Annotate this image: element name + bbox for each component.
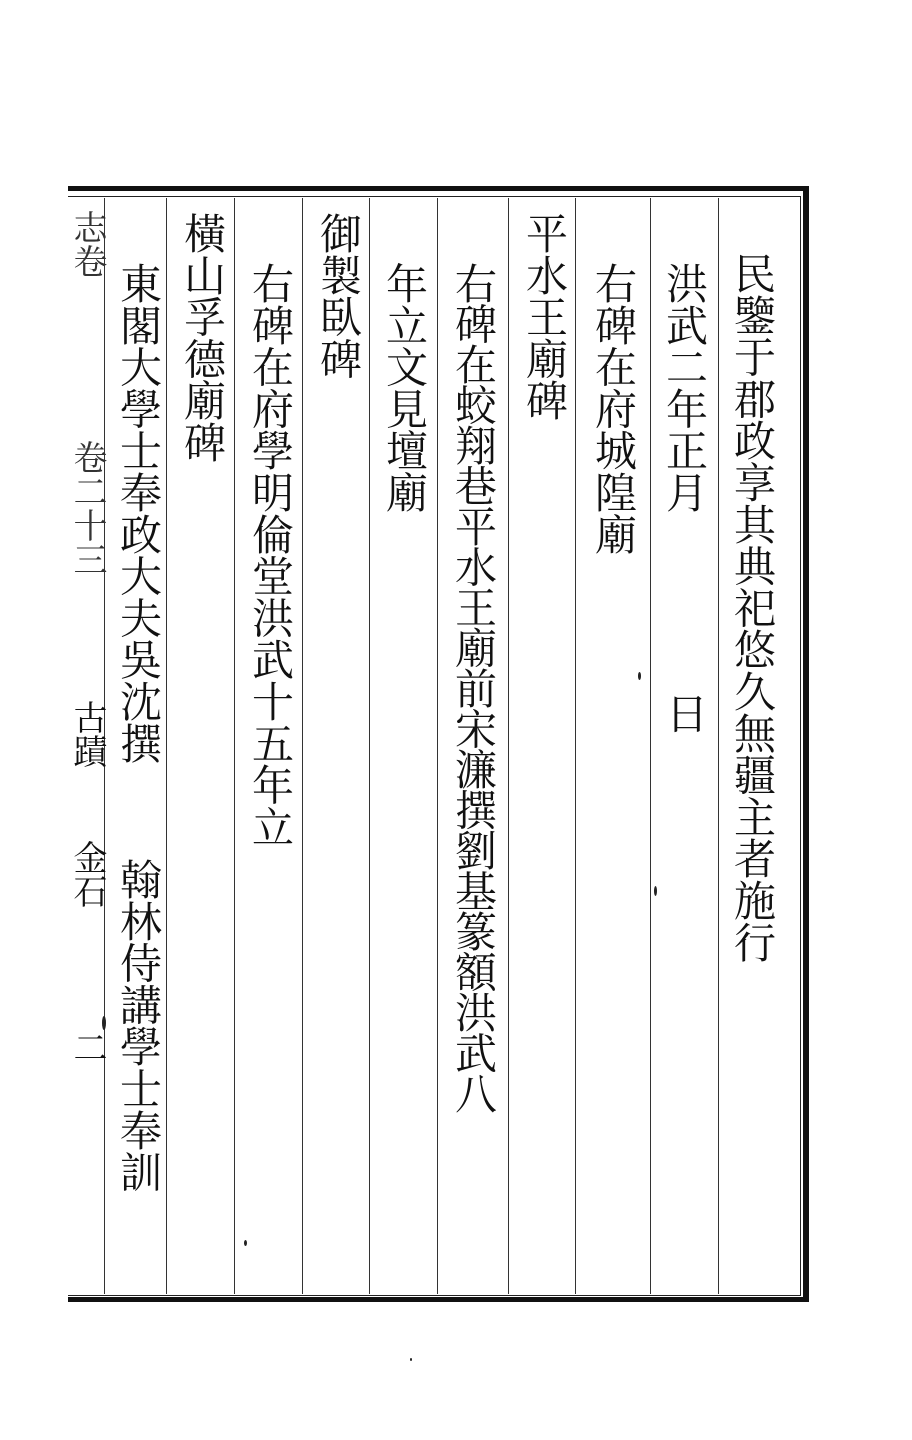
column-rule bbox=[369, 198, 370, 1294]
text-column-7: 御製臥碑 bbox=[314, 212, 363, 380]
text-column-3: 右碑在府城隍廟 bbox=[589, 262, 638, 555]
margin-title: 志卷 bbox=[67, 210, 107, 278]
margin-page-number: 二 bbox=[67, 1030, 107, 1064]
margin-section: 古蹟 bbox=[67, 700, 107, 768]
text-column-4: 平水王廟碑 bbox=[520, 212, 569, 422]
column-rule bbox=[650, 198, 651, 1294]
margin-subsection: 金石 bbox=[67, 840, 107, 908]
text-column-8: 右碑在府學明倫堂洪武十五年立 bbox=[246, 262, 295, 848]
ink-speck bbox=[244, 1240, 247, 1246]
column-rule bbox=[437, 198, 438, 1294]
column-rule bbox=[302, 198, 303, 1294]
margin-center bbox=[60, 210, 108, 1300]
column-rule bbox=[234, 198, 235, 1294]
text-column-10: 東閣大學士奉政大夫吳沈撰 bbox=[114, 262, 163, 764]
text-column-2-tail: 日 bbox=[660, 692, 709, 734]
text-column-6: 年立文見壇廟 bbox=[380, 262, 429, 513]
text-column-5: 右碑在蛟翔巷平水王廟前宋濂撰劉基篆額洪武八 bbox=[449, 262, 498, 1113]
ink-speck bbox=[654, 886, 657, 896]
column-rule bbox=[718, 198, 719, 1294]
text-column-9: 橫山孚德廟碑 bbox=[178, 212, 227, 463]
ink-speck bbox=[102, 1016, 106, 1030]
column-rule bbox=[575, 198, 576, 1294]
text-column-2: 洪武二年正月 bbox=[660, 262, 709, 513]
column-rule bbox=[508, 198, 509, 1294]
text-column-1: 民鑒于郡政享其典祀悠久無疆主者施行 bbox=[728, 252, 777, 963]
ink-speck bbox=[410, 1358, 412, 1361]
text-column-10-tail: 翰林侍講學士奉訓 bbox=[114, 858, 163, 1193]
margin-volume: 卷二十三 bbox=[67, 440, 107, 576]
ink-speck bbox=[638, 672, 641, 680]
